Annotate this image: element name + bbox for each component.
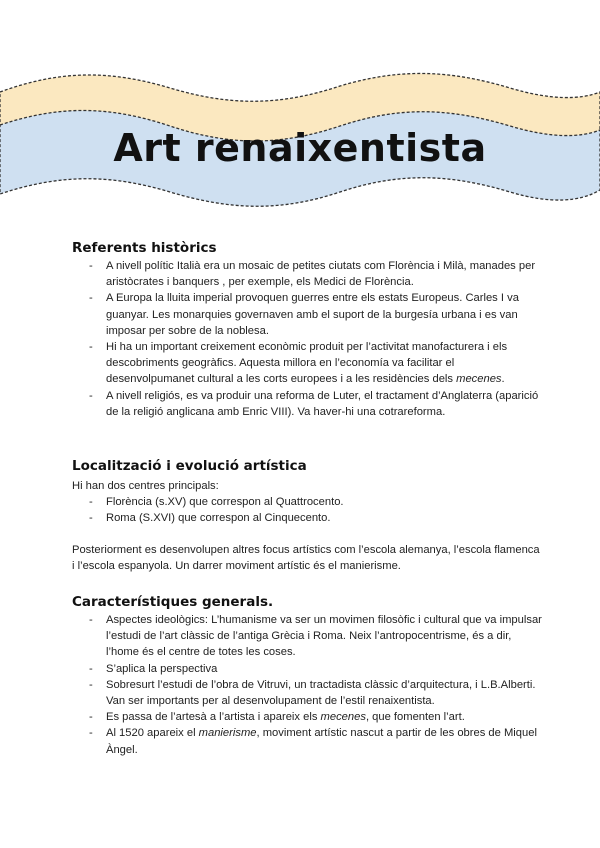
list-item: - Aspectes ideològics: L’humanisme va ser un movimen filosòfic i cultural que va impulsar l’estudi de l’art clàssic de l’antiga Grècia i Roma. Neix l’antropocentrisme, és a dir, l’home és el centre de totes les coses. — [89, 614, 542, 659]
list-item: - Al 1520 apareix el manierisme, moviment artístic nascut a partir de les obres de Miquel Àngel. — [89, 727, 537, 756]
bullet-list — [72, 494, 542, 526]
section-intro: Hi han dos centres principals: — [72, 480, 219, 492]
list-item: - Es passa de l’artesà a l’artista i apareix els mecenes, que fomenten l’art. — [89, 711, 465, 724]
section-outro: Posteriorment es desenvolupen altres focus artístics com l’escola alemanya, l’escola flamenca i l’escola espanyola. Un darrer moviment artístic és el manierisme. — [72, 543, 540, 572]
list-item: - A nivell polític Italià era un mosaic de petites ciutats com Florència i Milà, manades per aristòcrates i banquers , per exemple, els Medici de Florència. — [89, 260, 536, 289]
section-heading: Localització i evolució artística — [72, 458, 307, 474]
page-title: Art renaixentista — [113, 126, 487, 170]
section-heading: Característiques generals. — [72, 594, 274, 610]
list-item: - Roma (S.XVI) que correspon al Cinquecento. — [89, 512, 331, 525]
list-item: - Florència (s.XV) que correspon al Quattrocento. — [89, 496, 344, 509]
section-localitzacio — [72, 458, 542, 574]
list-item: - Sobresurt l’estudi de l’obra de Vitruvi, un tractadista clàssic d’arquitectura, i L.B.Alberti. Van ser importants per al desenvolupament de l’estil renaixentista. — [89, 678, 536, 708]
section-referents — [72, 240, 542, 420]
list-item: - S’aplica la perspectiva — [89, 662, 218, 675]
bullet-list — [72, 612, 542, 758]
list-item: - Hi ha un important creixement econòmic produit per l’activitat manofacturera i els descobriments geogràfics. Aquesta millora en l’economía va facilitar el desenvolpumanet cultural a les corts europees i a les residències dels mecenes. — [89, 341, 508, 386]
list-item: - A nivell religiós, es va produir una reforma de Luter, el tractament d’Anglaterra (aparició de la religió anglicana amb Enric VIII). Va haver-hi una cotrareforma. — [89, 389, 539, 418]
bullet-list — [72, 258, 542, 420]
section-caracteristiques — [72, 594, 542, 758]
list-item: - A Europa la lluita imperial provoquen guerres entre els estats Europeus. Carles I va guanyar. Les monarquies governaven amb el suport de la burgesía urbana i es van imposar per sobre de la noblesa. — [89, 292, 519, 337]
section-heading: Referents històrics — [72, 240, 217, 256]
